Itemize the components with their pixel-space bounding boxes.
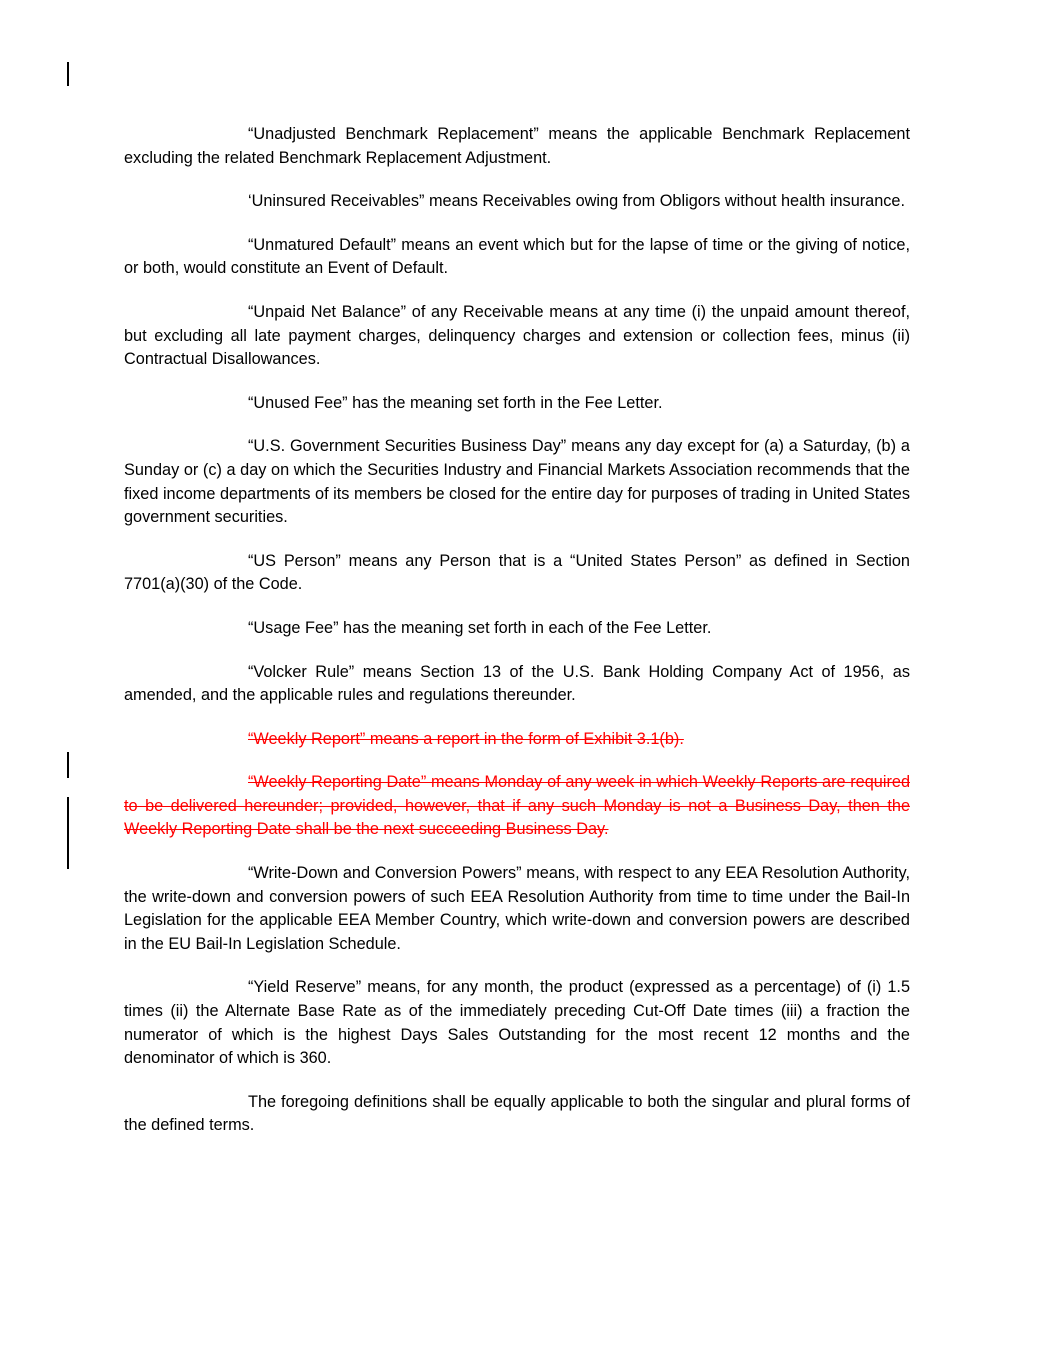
definition-us-government-securities-business-day: “U.S. Government Securities Business Day” means any day except for (a) a Saturday, (b) a Sunday or (c) a day on which the Securities Industry and Financial Markets Association recommends that the fixed income departments of its members be closed for the entire day for purposes of trading in United States government securities. <box>124 437 910 527</box>
definition-unmatured-default: “Unmatured Default” means an event which but for the lapse of time or the giving of notice, or both, would constitute an Event of Default. <box>124 235 910 278</box>
definition-unadjusted-benchmark-replacement: “Unadjusted Benchmark Replacement” means the applicable Benchmark Replacement excluding the related Benchmark Replacement Adjustment. <box>124 125 910 167</box>
definition-usage-fee: “Usage Fee” has the meaning set forth in each of the Fee Letter. <box>248 618 712 637</box>
definition-unpaid-net-balance: “Unpaid Net Balance” of any Receivable means at any time (i) the unpaid amount thereof, but excluding all late payment charges, delinquency charges and extension or collection fees, minus (ii) Contractual Disallowances. <box>124 302 910 369</box>
closing-interpretation-clause: The foregoing definitions shall be equally applicable to both the singular and plural forms of the defined terms. <box>124 1092 910 1135</box>
deleted-definition-weekly-reporting-date: “Weekly Reporting Date” means Monday of any week in which Weekly Reports are required to be delivered hereunder; provided, however, that if any such Monday is not a Business Day, then the Weekly Reporting Date shall be the next succeeding Business Day. <box>124 773 910 839</box>
deleted-definition-weekly-report: “Weekly Report” means a report in the form of Exhibit 3.1(b). <box>248 729 684 748</box>
definition-us-person: “US Person” means any Person that is a “United States Person” as defined in Section 7701(a)(30) of the Code. <box>124 551 910 594</box>
definitions-body <box>124 123 910 1158</box>
definition-yield-reserve: “Yield Reserve” means, for any month, the product (expressed as a percentage) of (i) 1.5 times (ii) the Alternate Base Rate as of the immediately preceding Cut-Off Date times (iii) a fraction the numerator of which is the highest Days Sales Outstanding for the most recent 12 months and the denominator of which is 360. <box>124 978 910 1068</box>
change-bar-top <box>67 62 69 86</box>
definition-volcker-rule: “Volcker Rule” means Section 13 of the U.S. Bank Holding Company Act of 1956, as amended, and the applicable rules and regulations thereunder. <box>124 662 910 705</box>
definition-uninsured-receivables: ‘Uninsured Receivables” means Receivables owing from Obligors without health insurance. <box>248 192 905 211</box>
change-bar-weekly-report <box>67 752 69 778</box>
definition-write-down-and-conversion-powers: “Write-Down and Conversion Powers” means, with respect to any EEA Resolution Authority, the write-down and conversion powers of such EEA Resolution Authority from time to time under the Bail-In Legislation for the applicable EEA Member Country, which write-down and conversion powers are described in the EU Bail-In Legislation Schedule. <box>124 864 910 953</box>
change-bar-weekly-reporting-date <box>67 797 69 869</box>
definition-unused-fee: “Unused Fee” has the meaning set forth in the Fee Letter. <box>248 393 663 412</box>
